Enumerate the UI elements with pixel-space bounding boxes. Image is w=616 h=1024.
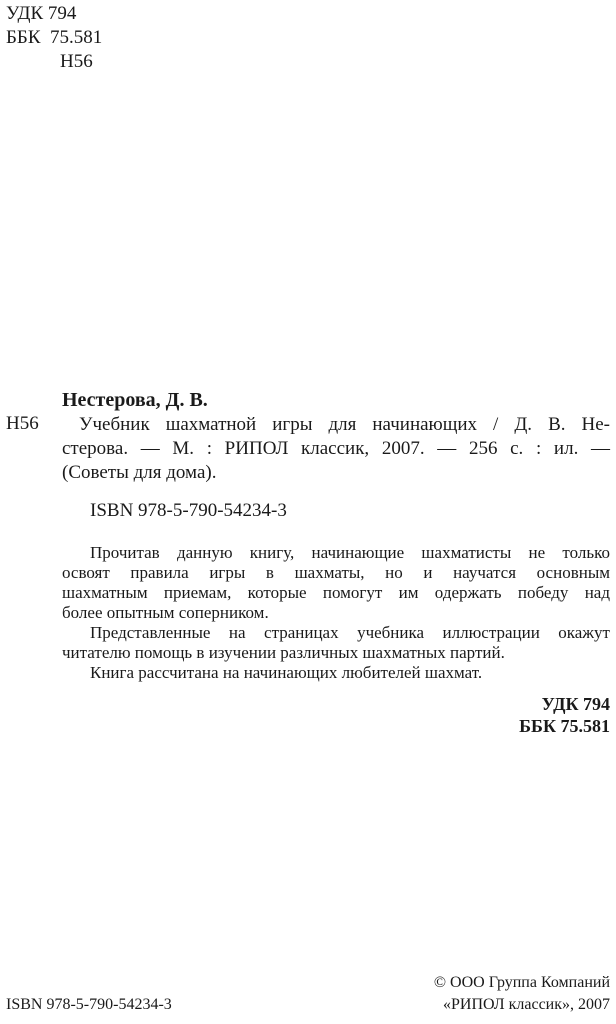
annotation-line: Книга рассчитана на начинающих любителей шахмат. xyxy=(90,663,483,682)
description-line: (Советы для дома). xyxy=(62,462,217,483)
copyright-line: «РИПОЛ классик», 2007 xyxy=(442,996,610,1013)
description-line: Учебник шахматной игры для начинающих / Д. В. Не- xyxy=(79,414,610,435)
annotation-line: освоят правила игры в шахматы, но и научатся основным xyxy=(62,563,610,582)
annotation-line: читателю помощь в изучении различных шахматных партий. xyxy=(62,643,505,662)
author-mark-top: Н56 xyxy=(60,51,93,72)
author-mark-side: Н56 xyxy=(6,413,39,434)
udk-code-bottom: УДК 794 xyxy=(541,694,610,714)
author-heading: Нестерова, Д. В. xyxy=(62,389,208,411)
annotation-line: Представленные на страницах учебника иллюстрации окажут xyxy=(90,623,610,642)
bbk-code-bottom: ББК 75.581 xyxy=(519,716,610,736)
description-line: стерова. — М. : РИПОЛ классик, 2007. — 256 с. : ил. — xyxy=(62,438,610,459)
isbn-footer: ISBN 978-5-790-54234-3 xyxy=(6,996,172,1013)
isbn-main: ISBN 978-5-790-54234-3 xyxy=(90,500,287,521)
udk-code-top: УДК 794 xyxy=(6,3,77,24)
annotation-line: Прочитав данную книгу, начинающие шахматисты не только xyxy=(90,543,610,562)
copyright-line: © ООО Группа Компаний xyxy=(433,974,610,991)
annotation-line: шахматным приемам, которые помогут им одержать победу над xyxy=(62,583,610,602)
annotation-line: более опытным соперником. xyxy=(62,603,269,622)
bbk-code-top: ББК 75.581 xyxy=(6,27,103,48)
